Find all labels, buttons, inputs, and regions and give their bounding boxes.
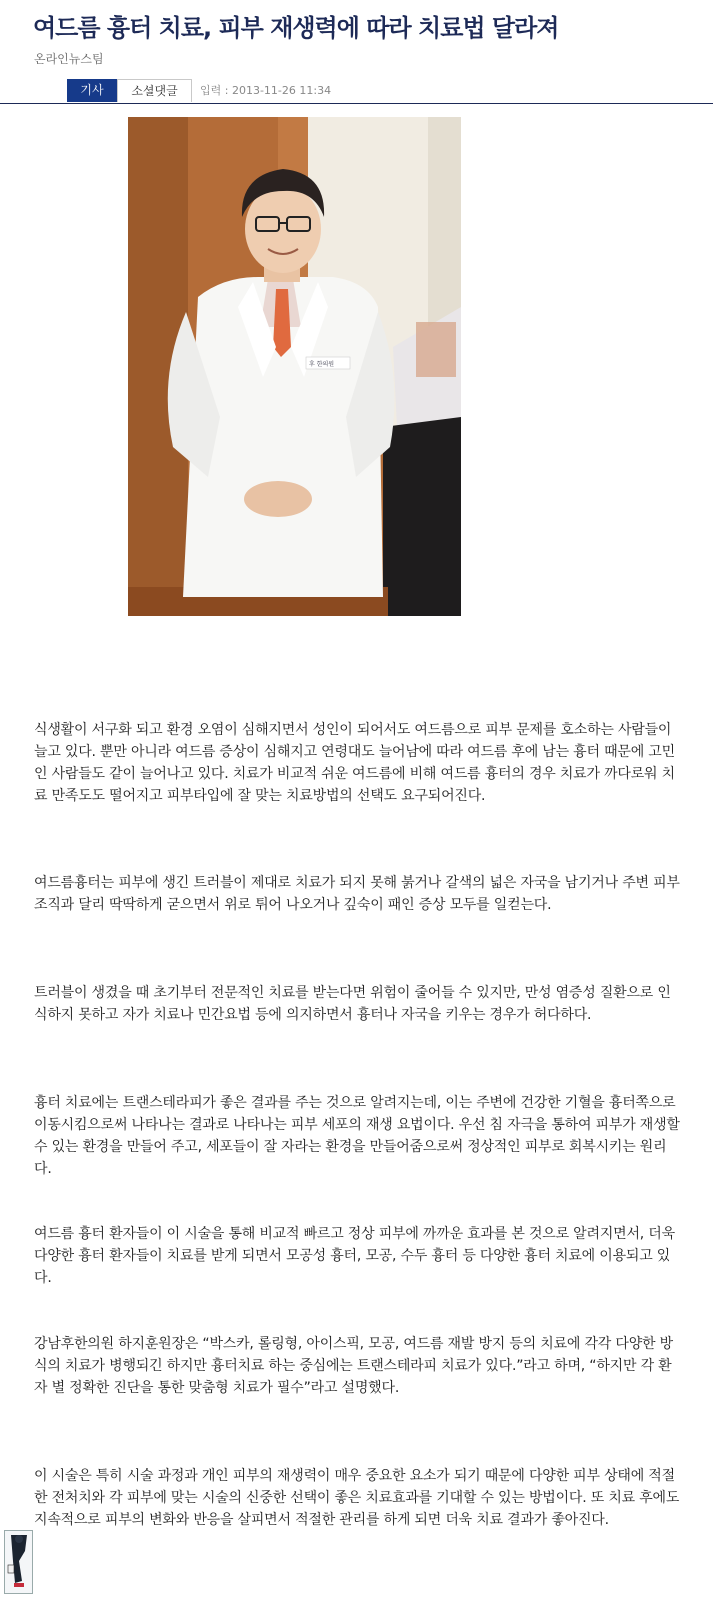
article-paragraph: 여드름 흉터 환자들이 이 시술을 통해 비교적 빠르고 정상 피부에 까까운 효과를 본 것으로 알려지면서, 더욱 다양한 흉터 환자들이 치료를 받게 되면서 모공성 흉터, 모공, 수두 흉터 등 다양한 흉터 치료에 이용되고 있다. xyxy=(34,1226,675,1286)
article-paragraph: 이 시술은 특히 시술 과정과 개인 피부의 재생력이 매우 중요한 요소가 되기 때문에 다양한 피부 상태에 적절한 전처치와 각 피부에 맞는 시술의 신중한 선택이 좋은 치료효과를 기대할 수 있는 방법이다. 또 치료 후에도 지속적으로 피부의 변화와 반응을 살피면서 적절한 관리를 하게 되면 더욱 치료 결과가 좋아진다. xyxy=(34,1468,680,1528)
article-paragraph: 트러블이 생겼을 때 초기부터 전문적인 치료를 받는다면 위험이 줄어들 수 있지만, 만성 염증성 질환으로 인식하지 못하고 자가 치료나 민간요법 등에 의지하면서 흉터나 자국을 키우는 경우가 허다하다. xyxy=(34,985,671,1023)
tab-article[interactable]: 기사 xyxy=(67,79,117,102)
article-headline: 여드름 흉터 치료, 피부 재생력에 따라 치료법 달라져 xyxy=(33,14,559,42)
article-paragraph: 식생활이 서구화 되고 환경 오염이 심해지면서 성인이 되어서도 여드름으로 피부 문제를 호소하는 사람들이 늘고 있다. 뿐만 아니라 여드름 증상이 심해지고 연령대도 늘어남에 따라 여드름 후에 남는 흉터 때문에 고민인 사람들도 같이 늘어나고 있다. 치료가 비교적 쉬운 여드름에 비해 여드름 흉터의 경우 치료가 까다로워 치료 만족도도 떨어지고 피부타입에 잘 맞는 치료방법의 선택도 요구되어진다. xyxy=(34,722,675,804)
figure-thumbnail-image xyxy=(5,1531,32,1593)
coat-badge: 후 한의원 xyxy=(309,361,335,368)
article-byline: 온라인뉴스팀 xyxy=(34,52,104,66)
published-date: 입력 : 2013-11-26 11:34 xyxy=(200,84,332,97)
article-paragraph: 흉터 치료에는 트랜스테라피가 좋은 결과를 주는 것으로 알려지는데, 이는 주변에 건강한 기혈을 흉터쪽으로 이동시킴으로써 나타나는 결과로 나타나는 피부 세포의 재생 요법이다. 우선 침 자극을 통하여 피부가 재생할 수 있는 환경을 만들어 주고, 세포들이 잘 자라는 환경을 만들어줌으로써 정상적인 피부로 회복시키는 원리다. xyxy=(34,1095,680,1177)
article-paragraph: 강남후한의원 하지훈원장은 “박스카, 롤링형, 아이스픽, 모공, 여드름 재발 방지 등의 치료에 각각 다양한 방식의 치료가 병행되긴 하지만 흉터치료 하는 중심에는 트랜스테라피 치료가 있다.”라고 하며, “하지만 각 환자 별 정확한 진단을 통한 맞춤형 치료가 필수”라고 설명했다. xyxy=(34,1336,673,1396)
corner-ad-thumbnail[interactable] xyxy=(4,1530,33,1594)
article-photo xyxy=(128,117,461,616)
article-paragraph: 여드름흉터는 피부에 생긴 트러블이 제대로 치료가 되지 못해 붉거나 갈색의 넓은 자국을 남기거나 주변 피부 조직과 달리 딱딱하게 굳으면서 위로 튀어 나오거나 깊숙이 패인 증상 모두를 일컫는다. xyxy=(34,875,680,913)
article-tab-bar xyxy=(0,79,713,104)
doctor-portrait-illustration xyxy=(128,117,461,616)
tab-social-comments[interactable]: 소셜댓글 xyxy=(117,79,192,102)
